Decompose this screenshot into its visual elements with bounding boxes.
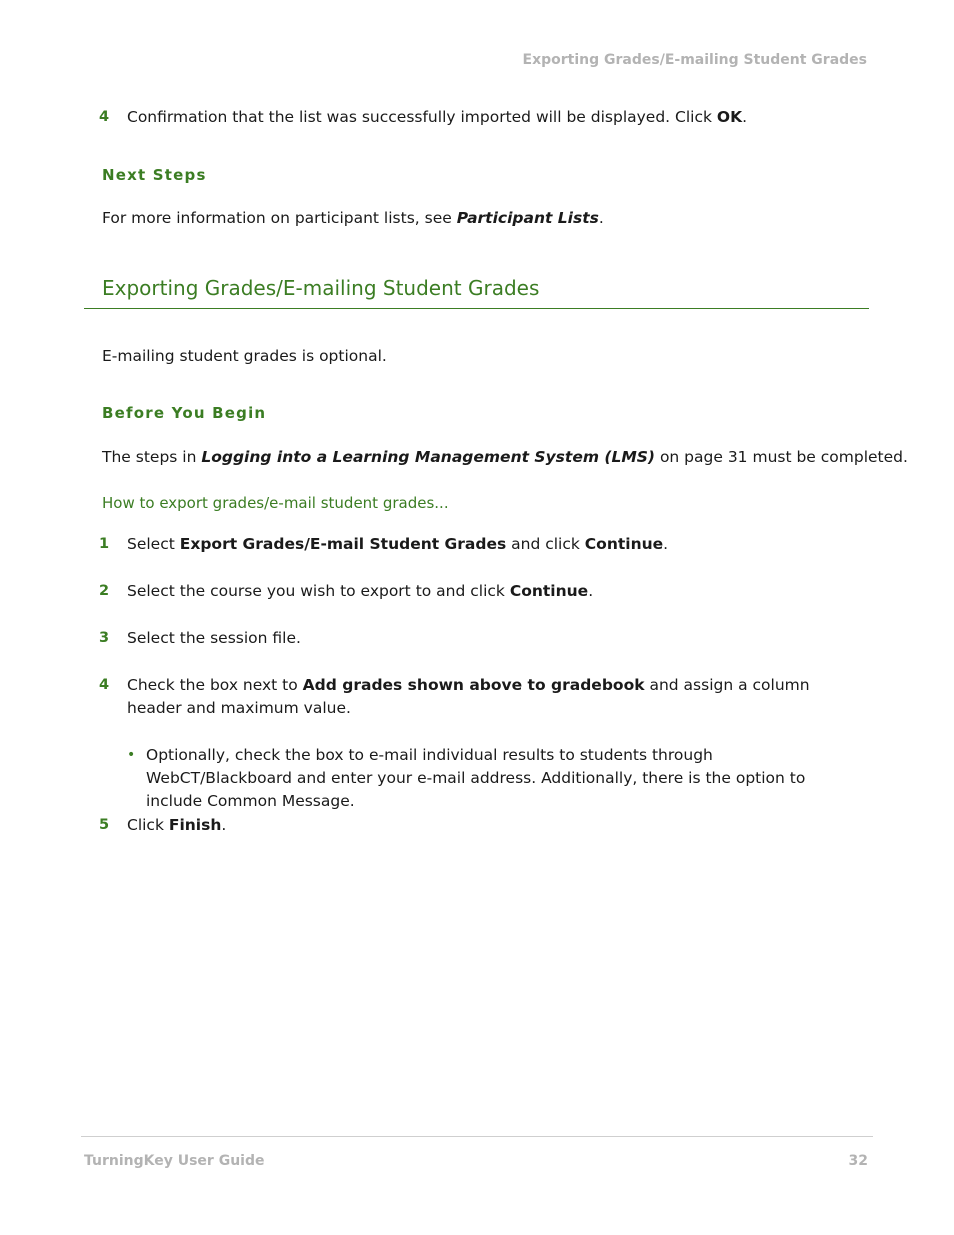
step-5: [99, 814, 869, 837]
step-1: [99, 533, 869, 556]
lms-login-link[interactable]: Logging into a Learning Management System (LMS): [201, 448, 656, 466]
step-text: Confirmation that the list was successfully imported will be displayed. Click OK.: [127, 108, 748, 126]
footer-divider: [81, 1136, 873, 1137]
step-4: [99, 674, 869, 720]
step-text: Select the course you wish to export to and click Continue.: [127, 582, 594, 600]
step-text: Check the box next to Add grades shown above to gradebook and assign a column header and maximum value.: [127, 676, 810, 717]
before-you-begin-heading: Before You Begin: [102, 404, 267, 422]
section-intro: E-mailing student grades is optional.: [102, 347, 387, 365]
section-divider: [84, 308, 869, 309]
step-number: 4: [99, 109, 110, 125]
step-number: 1: [99, 536, 110, 552]
next-steps-heading: Next Steps: [102, 166, 207, 184]
step-3: [99, 627, 869, 650]
section-title: Exporting Grades/E-mailing Student Grades: [102, 276, 540, 300]
bullet-marker: •: [127, 747, 136, 763]
footer-guide-title: TurningKey User Guide: [84, 1153, 265, 1169]
page-number: 32: [848, 1153, 868, 1169]
running-header: Exporting Grades/E-mailing Student Grades: [522, 52, 867, 68]
howto-label: How to export grades/e-mail student grades...: [102, 494, 449, 512]
step-text: Select the session file.: [127, 629, 301, 647]
step-number: 3: [99, 630, 110, 646]
step-text: Click Finish.: [127, 816, 227, 834]
bullet-text: Optionally, check the box to e-mail individual results to students through WebCT/Blackboard and enter your e-mail address. Additionally, there is the option to include Common Message.: [146, 746, 806, 810]
participant-lists-link[interactable]: Participant Lists: [456, 209, 599, 227]
step-number: 4: [99, 677, 110, 693]
step-text: Select Export Grades/E-mail Student Grades and click Continue.: [127, 535, 669, 553]
step-4-previous: [99, 106, 869, 129]
before-you-begin-paragraph: The steps in Logging into a Learning Management System (LMS) on page 31 must be completed.: [102, 448, 908, 466]
step-4-bullet: [127, 744, 862, 813]
next-steps-paragraph: For more information on participant lists, see Participant Lists.: [102, 209, 604, 227]
step-number: 5: [99, 817, 110, 833]
step-number: 2: [99, 583, 110, 599]
step-2: [99, 580, 869, 603]
